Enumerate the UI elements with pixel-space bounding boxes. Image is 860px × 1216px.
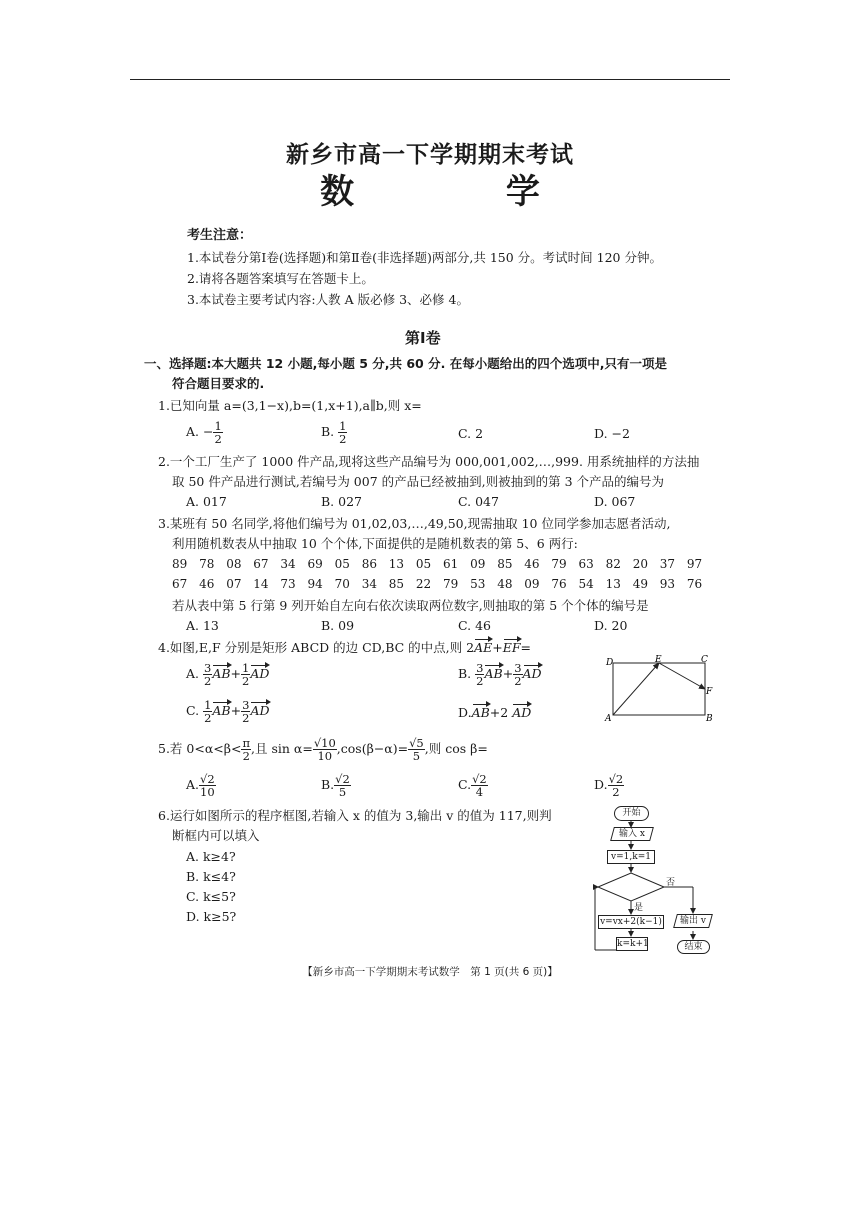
random-number-cell: 20: [632, 557, 648, 571]
flow-input: [610, 827, 654, 841]
flow-no-label: 否: [666, 878, 676, 888]
q4-stem: [158, 640, 531, 656]
flow-end: 结束: [677, 940, 710, 954]
frac-den: 2: [204, 711, 212, 725]
q2-option-b: B. 027: [321, 494, 362, 509]
random-number-cell: 13: [605, 577, 621, 591]
q4-option-a: [186, 662, 269, 687]
label-a: A: [605, 714, 612, 724]
frac-den: 2: [242, 749, 250, 763]
frac-num: √5: [409, 736, 424, 750]
plus-sign: +: [230, 703, 242, 718]
q3-line-2: 利用随机数表从中抽取 10 个个体,下面提供的是随机数表的第 5、6 两行:: [172, 536, 578, 551]
frac-den: 10: [317, 749, 333, 763]
random-number-cell: 34: [361, 577, 377, 591]
q1-b-fraction: [338, 420, 347, 445]
q1-a-num: 1: [214, 419, 222, 433]
q2-option-a: A. 017: [186, 494, 227, 509]
q4-option-b: [458, 662, 542, 687]
q5-a-prefix: A.: [186, 777, 200, 792]
q6-option-b: B. k≤4?: [186, 869, 236, 884]
q5-option-b: [321, 773, 351, 798]
q4-c-vector-ab: AB: [212, 703, 231, 718]
random-number-cell: 05: [415, 557, 432, 571]
random-number-cell: 86: [361, 557, 377, 571]
q4-option-c: [186, 699, 270, 724]
q1-b-prefix: B.: [321, 424, 335, 439]
random-number-cell: 89: [172, 557, 188, 571]
q4-d-prefix: D.: [458, 705, 472, 720]
q4-b-frac-2: [513, 662, 522, 687]
random-number-cell: 67: [172, 577, 188, 591]
random-number-cell: 69: [307, 557, 323, 571]
flow-increment: k=k+1: [617, 939, 649, 949]
random-number-cell: 09: [470, 557, 486, 571]
q1-option-b: [321, 420, 347, 445]
exam-title: 新乡市高一下学期期末考试: [286, 142, 574, 168]
q2-line-1: 2.一个工厂生产了 1000 件产品,现将这些产品编号为 000,001,002,…,999. 用系统抽样的方法抽: [158, 454, 700, 469]
frac-den: 2: [204, 674, 212, 688]
frac-num: √2: [335, 772, 350, 786]
frac-num: 1: [242, 661, 250, 675]
frac-num: 3: [204, 661, 212, 675]
q5-b-prefix: B.: [321, 777, 335, 792]
random-number-cell: 78: [199, 557, 215, 571]
frac-den: 2: [476, 674, 484, 688]
q5-d-prefix: D.: [594, 777, 608, 792]
notice-item-1: 1.本试卷分第Ⅰ卷(选择题)和第Ⅱ卷(非选择题)两部分,共 150 分。考试时间 120 分钟。: [187, 250, 662, 265]
random-number-cell: 82: [605, 557, 621, 571]
frac-den: 2: [514, 674, 522, 688]
flow-init: v=1,k=1: [607, 850, 655, 864]
q4-c-frac-1: [203, 699, 212, 724]
label-e: E: [655, 655, 662, 665]
q4-c-vector-ad: AD: [250, 703, 270, 718]
q3-line-3: 若从表中第 5 行第 9 列开始自左向右依次读取两位数字,则抽取的第 5 个个体的编号是: [172, 598, 649, 613]
frac-num: π: [242, 736, 251, 750]
q4-a-vector-ad: AD: [250, 666, 270, 681]
q4-stem-text: 4.如图,E,F 分别是矩形 ABCD 的边 CD,BC 的中点,则 2: [158, 640, 475, 655]
q5-cos-frac: [408, 737, 425, 762]
notice-item-3: 3.本试卷主要考试内容:人教 A 版必修 3、必修 4。: [187, 292, 469, 307]
q4-d-vector-ab: AB: [471, 705, 490, 720]
q1-b-den: 2: [339, 432, 347, 446]
random-number-cell: 67: [253, 557, 269, 571]
flow-output-label: 输出 v: [680, 916, 706, 926]
random-number-cell: 09: [524, 577, 540, 591]
flow-output: [673, 914, 713, 928]
q5-stem-c: ,cos(β−α)=: [336, 741, 409, 756]
q6-option-d: D. k≥5?: [186, 909, 237, 924]
q3-option-b: B. 09: [321, 618, 355, 633]
label-b: B: [706, 714, 713, 724]
label-f: F: [706, 687, 713, 697]
frac-num: 3: [476, 661, 484, 675]
section-heading-line-1: 一、选择题:本大题共 12 小题,每小题 5 分,共 60 分. 在每小题给出的四个选项中,只有一项是: [144, 356, 667, 371]
q4-option-d: [458, 705, 531, 720]
q1-option-d: D. −2: [594, 426, 630, 441]
q3-option-a: A. 13: [186, 618, 219, 633]
random-number-cell: 76: [551, 577, 567, 591]
frac-den: 10: [200, 785, 215, 799]
frac-den: 5: [412, 749, 421, 763]
q3-option-d: D. 20: [594, 618, 628, 633]
q4-b-vector-ad: AD: [522, 666, 542, 681]
q5-stem-d: ,则 cos β=: [424, 741, 488, 756]
label-d: D: [606, 658, 614, 668]
random-number-cell: 85: [388, 577, 405, 591]
random-number-cell: 05: [334, 557, 350, 571]
q4-vector-ef: EF: [502, 640, 521, 655]
q5-option-a: [186, 773, 216, 798]
frac-den: 2: [612, 785, 620, 799]
q5-pi-frac: [241, 737, 251, 762]
flow-input-label: 输入 x: [619, 829, 645, 839]
q5-stem: [158, 737, 488, 762]
random-number-cell: 14: [253, 577, 269, 591]
q1-option-a: [186, 420, 223, 445]
q5-option-d: [594, 773, 624, 798]
plus-sign: +: [502, 666, 514, 681]
random-number-cell: 70: [334, 577, 350, 591]
q5-a-frac: [199, 773, 216, 798]
page-footer: 【新乡市高一下学期期末考试数学 第 1 页(共 6 页)】: [302, 966, 558, 978]
q5-b-frac: [334, 773, 351, 798]
random-number-cell: 53: [470, 577, 486, 591]
q2-line-2: 取 50 件产品进行测试,若编号为 007 的产品已经被抽到,则被抽到的第 3 个产品的编号为: [172, 474, 665, 489]
q1-stem: 1.已知向量 a=(3,1−x),b=(1,x+1),a∥b,则 x=: [158, 398, 422, 413]
notice-heading: 考生注意：: [187, 228, 253, 243]
q4-b-prefix: B.: [458, 666, 472, 681]
part-title: 第Ⅰ卷: [405, 329, 441, 347]
q4-d-vector-ad: AD: [512, 705, 532, 720]
frac-num: 3: [242, 698, 250, 712]
q4-plus: +: [492, 640, 503, 655]
frac-den: 2: [242, 711, 250, 725]
rectangle-figure: [600, 654, 720, 726]
flow-yes-label: 是: [634, 903, 644, 913]
random-number-cell: 54: [578, 577, 594, 591]
q5-stem-b: ,且 sin α=: [251, 741, 313, 756]
random-number-cell: 79: [551, 557, 567, 571]
q4-a-frac-2: [241, 662, 250, 687]
random-number-cell: 63: [578, 557, 594, 571]
q1-a-prefix: A. −: [186, 424, 214, 439]
top-rule: [130, 79, 730, 80]
q6-line-2: 断框内可以填入: [172, 828, 260, 843]
frac-den: 2: [242, 674, 250, 688]
random-number-cell: 85: [497, 557, 513, 571]
random-number-cell: 13: [388, 557, 405, 571]
random-number-cell: 07: [226, 577, 242, 591]
q3-line-1: 3.某班有 50 名同学,将他们编号为 01,02,03,…,49,50,现需抽取 10 位同学参加志愿者活动,: [158, 516, 671, 531]
q5-option-c: [458, 773, 488, 798]
plus-sign: +: [230, 666, 242, 681]
frac-num: 1: [204, 698, 212, 712]
random-number-cell: 48: [497, 577, 513, 591]
flow-start: 开始: [614, 806, 649, 821]
random-number-cell: 49: [632, 577, 648, 591]
random-number-cell: 08: [226, 557, 242, 571]
q4-c-prefix: C.: [186, 703, 200, 718]
q6-option-a: A. k≥4?: [186, 849, 236, 864]
section-heading-line-2: 符合题目要求的.: [172, 376, 265, 391]
random-number-cell: 79: [443, 577, 459, 591]
frac-den: 5: [338, 785, 347, 799]
frac-den: 4: [475, 785, 484, 799]
random-number-cell: 37: [659, 557, 676, 571]
q2-option-d: D. 067: [594, 494, 636, 509]
frac-num: √2: [472, 772, 487, 786]
q5-stem-a: 5.若 0<α<β<: [158, 741, 242, 756]
frac-num: √10: [313, 736, 336, 750]
q1-option-c: C. 2: [458, 426, 484, 441]
q3-option-c: C. 46: [458, 618, 491, 633]
random-number-cell: 34: [280, 557, 296, 571]
q4-equals: =: [520, 640, 532, 655]
q1-a-den: 2: [214, 432, 222, 446]
q4-a-prefix: A.: [186, 666, 200, 681]
q1-a-fraction: [213, 420, 222, 445]
q6-option-c: C. k≤5?: [186, 889, 236, 904]
notice-item-2: 2.请将各题答案填写在答题卡上。: [187, 271, 374, 286]
q2-option-c: C. 047: [458, 494, 499, 509]
random-number-cell: 46: [524, 557, 540, 571]
q5-c-frac: [471, 773, 488, 798]
q4-b-vector-ab: AB: [484, 666, 503, 681]
q6-line-1: 6.运行如图所示的程序框图,若输入 x 的值为 3,输出 v 的值为 117,则判: [158, 808, 552, 823]
q5-d-frac: [608, 773, 625, 798]
frac-num: √2: [608, 772, 624, 786]
random-number-cell: 73: [280, 577, 296, 591]
random-number-cell: 61: [443, 557, 459, 571]
q4-a-vector-ab: AB: [212, 666, 231, 681]
q1-b-num: 1: [339, 419, 347, 433]
random-number-cell: 93: [659, 577, 676, 591]
flowchart-lines: [590, 800, 720, 960]
q5-c-prefix: C.: [458, 777, 472, 792]
random-number-cell: 22: [415, 577, 432, 591]
label-c: C: [701, 655, 708, 665]
random-number-cell: 97: [686, 557, 703, 571]
frac-num: √2: [200, 772, 215, 786]
q4-vector-ae: AE: [474, 640, 493, 655]
q4-d-mid: +2: [489, 705, 509, 720]
subject-title: 数 学: [320, 172, 610, 212]
q4-a-frac-1: [203, 662, 212, 687]
flow-update: v=vx+2(k−1): [598, 915, 664, 929]
random-number-cell: 94: [307, 577, 323, 591]
frac-num: 3: [514, 661, 522, 675]
random-number-cell: 46: [199, 577, 215, 591]
q5-sin-frac: [313, 737, 337, 762]
random-number-cell: 76: [686, 577, 703, 591]
